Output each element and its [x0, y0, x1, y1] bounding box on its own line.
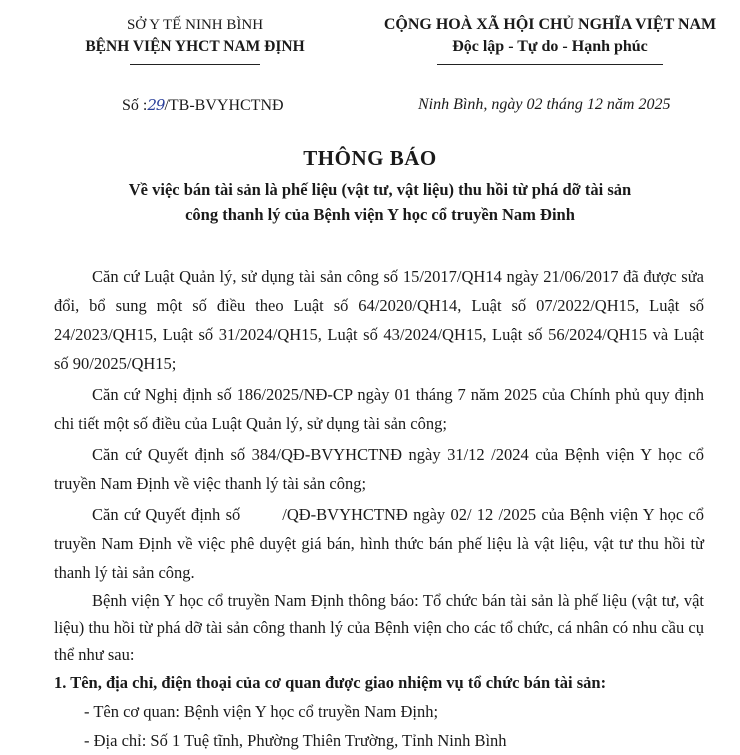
national-title: CỘNG HOÀ XÃ HỘI CHỦ NGHĨA VIỆT NAM [383, 16, 717, 33]
document-number-handwritten: 29 [147, 96, 165, 114]
decision-paragraph [54, 500, 704, 587]
document-subtitle [60, 177, 700, 227]
hospital-name: BỆNH VIỆN YHCT NAM ĐỊNH [85, 38, 305, 55]
decision-paragraph-start: Căn cứ Quyết định số [92, 505, 241, 524]
document-body [54, 262, 704, 755]
subtitle-line-1: Về việc bán tài sản là phế liệu (vật tư, vật liệu) thu hồi từ phá dỡ tài sản [128, 180, 632, 199]
national-heading-block [360, 14, 740, 65]
department-name: SỞ Y TẾ NINH BÌNH [126, 17, 264, 33]
section-1-item: - Tên cơ quan: Bệnh viện Y học cổ truyền Nam Định; [84, 702, 439, 721]
decision-paragraph-rest: /QĐ-BVYHCTNĐ ngày 02/ 12 /2025 của Bệnh viện Y học cổ truyền Nam Định về việc phê duyệt giá bán, hình thức bán phế liệu là vật liệu, vật tư thu hồi từ thanh lý tài sản công. [54, 505, 704, 582]
legal-basis-paragraph: Căn cứ Nghị định số 186/2025/NĐ-CP ngày 01 tháng 7 năm 2025 của Chính phủ quy định chi tiết một số điều của Luật Quản lý, sử dụng tài sản công; [54, 385, 704, 433]
section-1-heading: 1. Tên, địa chỉ, điện thoại của cơ quan được giao nhiệm vụ tổ chức bán tài sản: [54, 673, 607, 692]
national-motto: Độc lập - Tự do - Hạnh phúc [452, 38, 648, 55]
issuer-underline [130, 64, 260, 65]
document-number [122, 96, 284, 115]
legal-basis-paragraph: Căn cứ Luật Quản lý, sử dụng tài sản công số 15/2017/QH14 ngày 21/06/2017 đã được sửa đổi, bổ sung một số điều theo Luật số 64/2020/QH14, Luật số 07/2022/QH15, Luật số 24/2023/QH15, Luật số 31/2024/QH15, Luật số 43/2024/QH15, Luật số 56/2024/QH15 và Luật số 90/2025/QH15; [54, 267, 704, 373]
issuer-block [60, 14, 330, 65]
document-number-prefix: Số : [122, 97, 148, 114]
document-number-suffix: /TB-BVYHCTNĐ [164, 97, 284, 114]
document-title: THÔNG BÁO [303, 146, 437, 170]
subtitle-line-2: công thanh lý của Bệnh viện Y học cổ truyền Nam Đinh [185, 205, 575, 224]
announcement-paragraph: Bệnh viện Y học cổ truyền Nam Định thông báo: Tổ chức bán tài sản là phế liệu (vật tư, vật liệu) thu hồi từ phá dỡ tài sản công thanh lý của Bệnh viện cho các tổ chức, cá nhân có nhu cầu cụ thể như sau: [54, 591, 704, 664]
legal-basis-paragraph: Căn cứ Quyết định số 384/QĐ-BVYHCTNĐ ngày 31/12 /2024 của Bệnh viện Y học cổ truyền Nam Định về việc thanh lý tài sản công; [54, 445, 704, 493]
place-and-date: Ninh Bình, ngày 02 tháng 12 năm 2025 [418, 96, 671, 113]
section-1-item: - Địa chỉ: Số 1 Tuệ tĩnh, Phường Thiên Trường, Tỉnh Ninh Bình [84, 731, 507, 750]
motto-underline [437, 64, 663, 65]
